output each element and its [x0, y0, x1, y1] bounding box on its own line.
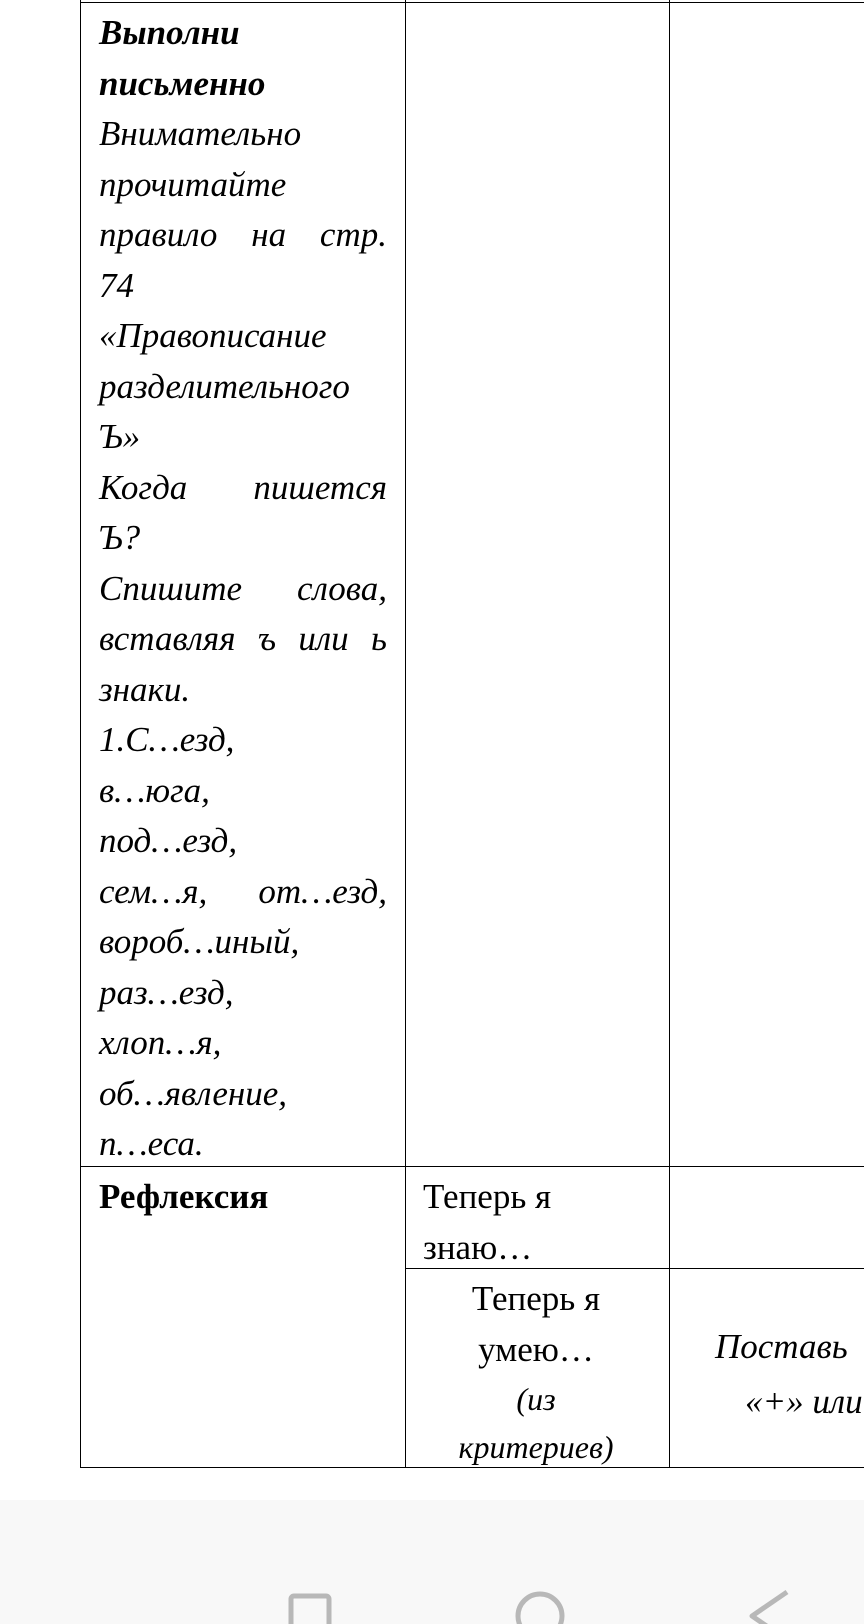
task-cell	[99, 8, 387, 1170]
home-icon[interactable]	[518, 1594, 562, 1624]
table-border-col3	[669, 0, 670, 1468]
now-i-can-cell	[404, 1274, 668, 1471]
mark-instruction-line: «+» или	[745, 1381, 863, 1421]
system-navigation-bar	[0, 1500, 864, 1624]
now-i-know-line: Теперь я	[423, 1177, 552, 1216]
task-line: раз…езд,	[99, 972, 234, 1012]
task-instructions	[99, 109, 387, 1170]
task-line: 74	[99, 265, 134, 305]
back-icon[interactable]	[752, 1592, 787, 1624]
task-line: Когда пишется	[99, 467, 387, 507]
task-line: в…юга,	[99, 770, 210, 810]
reflection-label: Рефлексия	[99, 1177, 269, 1216]
task-line: знаки.	[99, 669, 191, 709]
task-line: вороб…иный,	[99, 922, 300, 961]
task-line: под…езд,	[99, 821, 238, 860]
task-line: вставляя ъ или ь	[99, 619, 387, 658]
task-line: об…явление,	[99, 1073, 288, 1113]
now-i-can-line: Теперь я	[471, 1279, 601, 1318]
task-line: сем…я, от…езд,	[99, 871, 387, 911]
recent-apps-icon[interactable]	[291, 1596, 329, 1624]
task-line: правило на стр.	[99, 215, 387, 254]
criteria-note-line: (из	[516, 1381, 556, 1417]
table-border-top	[80, 2, 864, 3]
task-line: Спишите слова,	[99, 568, 387, 608]
now-i-know-cell	[423, 1172, 663, 1273]
now-i-know-line: знаю…	[423, 1227, 533, 1267]
task-line: хлоп…я,	[99, 1023, 222, 1062]
task-line: Ъ?	[99, 518, 141, 557]
task-line: 1.С…езд,	[99, 720, 235, 759]
now-i-can-line: умею…	[478, 1329, 594, 1369]
table-border-left	[80, 0, 81, 1468]
task-title-line: письменно	[99, 63, 266, 103]
task-line: Ъ»	[99, 417, 141, 456]
task-line: разделительного	[99, 366, 350, 406]
task-line: «Правописание	[99, 316, 327, 355]
task-line: Внимательно	[99, 114, 302, 153]
mark-instruction-line: Поставь	[715, 1327, 848, 1366]
table-border-col2	[405, 0, 406, 1468]
task-line: п…еса.	[99, 1124, 204, 1163]
mark-instruction-cell	[715, 1322, 863, 1431]
criteria-note-line: критериев)	[458, 1429, 614, 1465]
task-line: прочитайте	[99, 164, 287, 204]
task-title-line: Выполни	[99, 13, 240, 52]
